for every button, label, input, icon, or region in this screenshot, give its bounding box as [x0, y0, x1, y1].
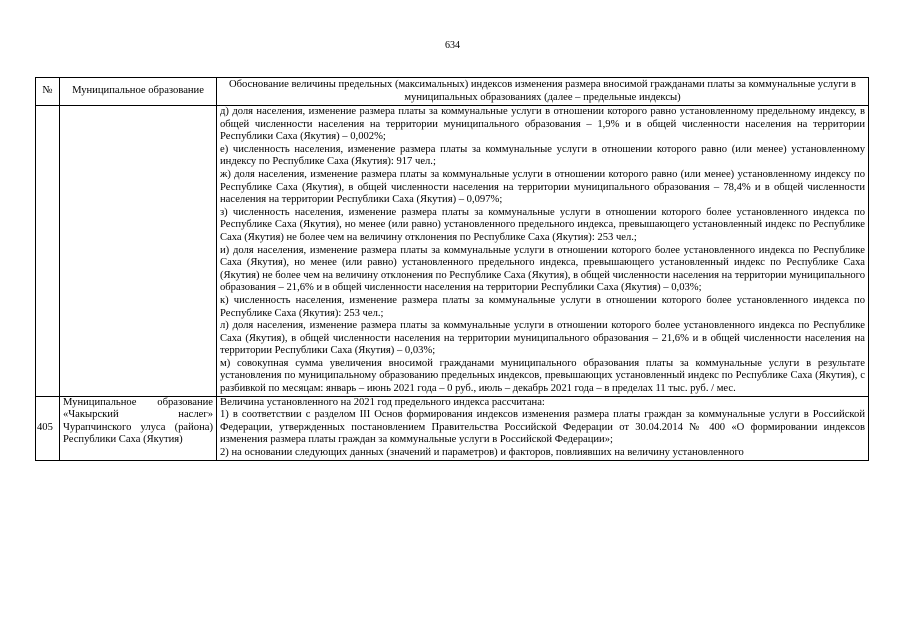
justification-paragraph: к) численность населения, изменение размера платы за коммунальные услуги в отношении которого более установленного индекса по Республике Саха (Якутия): 253 чел.; [220, 294, 865, 319]
justification-paragraph: 1) в соответствии с разделом III Основ формирования индексов изменения размера платы граждан за коммунальные услуги в Российской Федерации, утвержденных постановлением Правительства Российской Федерации от 30.04.2014 № 400 «О формировании индексов изменения размера платы граждан за коммунальные услуги в Российской Федерации»; [220, 409, 865, 446]
header-justification: Обоснование величины предельных (максимальных) индексов изменения размера вносимой гражданами платы за коммунальные услуги в муниципальных образованиях (далее – предельные индексы) [217, 78, 869, 106]
justification-paragraph: и) доля населения, изменение размера платы за коммунальные услуги в отношении которого более установленного индекса по Республике Саха (Якутия), но менее (или равно) установленного предельного индекса, превышающего установленный индекс по Республике Саха (Якутия) не более чем на величину отклонения по Республике Саха (Якутия), в общей численности населения на территории муниципального образования – 21,6% и в общей численности населения на территории Республики Саха (Якутия) – 0,03%; [220, 244, 865, 294]
table-row [36, 106, 869, 397]
justification-paragraph: д) доля населения, изменение размера платы за коммунальные услуги в отношении которого равно установленному предельному индексу, в общей численности населения на территории муниципального образования – 1,9% и в общей численности населения на территории Республики Саха (Якутия) – 0,002%; [220, 106, 865, 143]
municipality-name: Муниципальное образование «Чакырский наслег» Чурапчинского улуса (района) Республики Саха (Якутия) [63, 396, 213, 446]
row-justification [217, 396, 869, 460]
justification-table [35, 77, 869, 461]
table-header-row [36, 78, 869, 106]
justification-paragraph: е) численность населения, изменение размера платы за коммунальные услуги в отношении которого равно (или менее) установленному индексу по Республике Саха (Якутия): 917 чел.; [220, 143, 865, 168]
justification-paragraph: ж) доля населения, изменение размера платы за коммунальные услуги в отношении которого равно (или менее) установленному индексу по Республике Саха (Якутия), в общей численности населения на территории муниципального образования – 78,4% и в общей численности населения на территории Республики Саха (Якутия) – 0,097%; [220, 168, 865, 206]
row-municipality [60, 106, 217, 397]
row-municipality [60, 396, 217, 460]
header-number: № [36, 78, 60, 106]
justification-paragraph: з) численность населения, изменение размера платы за коммунальные услуги в отношении которого более установленного индекса по Республике Саха (Якутия), но менее (или равно) установленного предельного индекса, превышающего установленный индекс по Республике Саха (Якутия) не более чем на величину отклонения по Республике Саха (Якутия): 253 чел.; [220, 206, 865, 243]
justification-paragraph: м) совокупная сумма увеличения вносимой гражданами муниципального образования платы за коммунальные услуги в результате установления по муниципальному образованию предельных индексов, превышающих установленный индекс по Республике Саха (Якутия), с разбивкой по месяцам: январь – июнь 2021 года – 0 руб., июль – декабрь 2021 года – в пределах 11 тыс. руб. / мес. [220, 357, 865, 395]
justification-paragraph: л) доля населения, изменение размера платы за коммунальные услуги в отношении которого более установленного индекса по Республике Саха (Якутия), в общей численности населения на территории муниципального образования – 21,6% и в общей численности населения на территории Республики Саха (Якутия) – 0,03%; [220, 320, 865, 357]
row-number [36, 106, 60, 397]
row-number: 405 [36, 396, 60, 460]
page-number: 634 [445, 40, 460, 51]
justification-paragraph: 2) на основании следующих данных (значений и параметров) и факторов, повлиявших на величину установленного [220, 447, 744, 459]
justification-paragraph: Величина установленного на 2021 год предельного индекса рассчитана: [220, 396, 545, 408]
header-municipality: Муниципальное образование [60, 78, 217, 106]
table-row [36, 396, 869, 460]
row-justification [217, 106, 869, 397]
